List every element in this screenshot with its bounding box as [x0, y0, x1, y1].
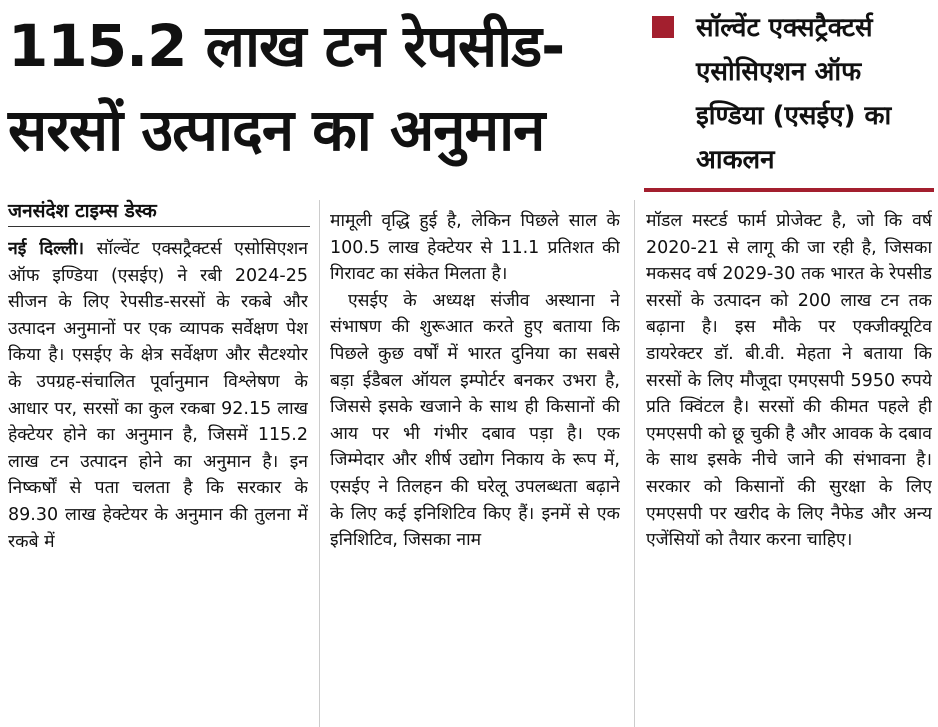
- headline: [8, 4, 628, 172]
- article-column-2: [330, 208, 620, 726]
- column-divider-1: [319, 200, 320, 727]
- sidebar-text: सॉल्वेंट एक्सट्रैक्टर्स एसोसिएशन ऑफ इण्डिया (एसईए) का आकलन: [696, 13, 892, 175]
- column-2-paragraph-2: एसईए के अध्यक्ष संजीव अस्थाना ने संभाषण की शुरूआत करते हुए बताया कि पिछले कुछ वर्षों में भारत दुनिया का सबसे बड़ा ईडैबल ऑयल इम्पोर्टर बनकर उभरा है, जिससे इसके खजाने के साथ ही किसानों की आय पर भी गंभीर दबाव पड़ा है। एक जिम्मेदार और शीर्ष उद्योग निकाय के रूप में, एसईए ने तिलहन की घरेलू उपलब्धता बढ़ाने के लिए कई इनिशिटिव किए हैं। इनमें से एक इनिशिटिव, जिसका नाम: [330, 290, 620, 551]
- sidebar-callout: [644, 0, 934, 192]
- headline-line-1: 115.2 लाख टन रेपसीड-: [8, 12, 565, 80]
- byline: जनसंदेश टाइम्स डेस्क: [8, 196, 310, 227]
- column-1-text: सॉल्वेंट एक्सट्रैक्टर्स एसोसिएशन ऑफ इण्डिया (एसईए) ने रबी 2024-25 सीजन के लिए रेपसीड-सरसों के रकबे और उत्पादन अनुमानों पर एक व्यापक सर्वेक्षण पेश किया है। एसईए के क्षेत्र सर्वेक्षण और सैटश्योर के उपग्रह-संचालित पूर्वानुमान विश्लेषण के आधार पर, सरसों का कुल रकबा 92.15 लाख हेक्टेयर होने का अनुमान है, जिसमें 115.2 लाख टन उत्पादन होने का अनुमान है। इन निष्कर्षों से पता चलता है कि सरकार के 89.30 लाख हेक्टेयर के अनुमान की तुलना में रकबे में: [8, 239, 308, 552]
- square-bullet-icon: [652, 16, 674, 38]
- headline-line-2: सरसों उत्पादन का अनुमान: [8, 96, 545, 164]
- column-2-paragraph-1: मामूली वृद्धि हुई है, लेकिन पिछले साल के 100.5 लाख हेक्टेयर से 11.1 प्रतिशत की गिरावट का संकेत मिलता है।: [330, 211, 620, 285]
- column-3-paragraph: मॉडल मस्टर्ड फार्म प्रोजेक्ट है, जो कि वर्ष 2020-21 से लागू की जा रही है, जिसका मकसद वर्ष 2029-30 तक भारत के रेपसीड सरसों के उत्पादन को 200 लाख टन तक बढ़ाना है। इस मौके पर एक्जीक्यूटिव डायरेक्टर डॉ. बी.वी. मेहता ने बताया कि सरसों के लिए मौजूदा एमएसपी 5950 रुपये प्रति क्विंटल है। सरसों की कीमत पहले ही एमएसपी को छू चुकी है और आवक के दबाव के साथ इसके नीचे जाने की संभावना है। सरकार को किसानों की सुरक्षा के लिए एमएसपी पर खरीद के लिए नैफेड और अन्य एजेंसियों को तैयार करना चाहिए।: [646, 211, 932, 551]
- article-column-3: [646, 208, 932, 726]
- column-divider-2: [634, 200, 635, 727]
- dateline: नई दिल्ली।: [8, 239, 85, 259]
- column-1-paragraph: [8, 236, 308, 555]
- article-column-1: [8, 236, 308, 726]
